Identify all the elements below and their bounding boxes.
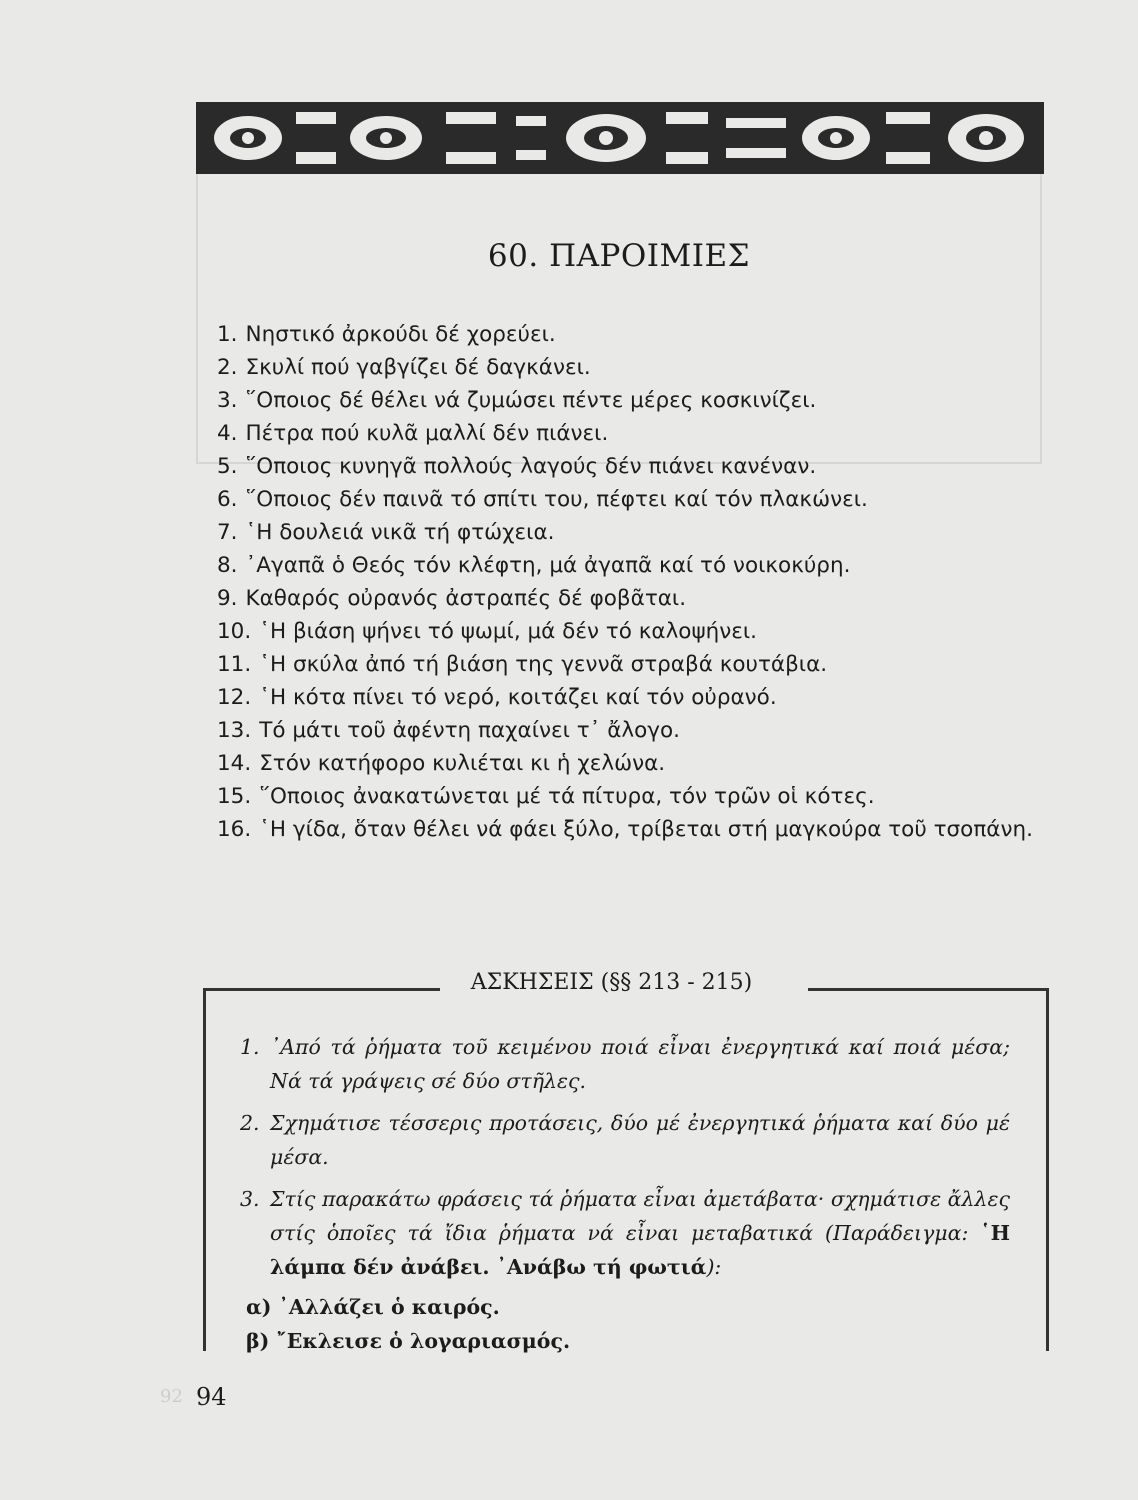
list-item: 4. Πέτρα πού κυλᾶ μαλλί δέν πιάνει. bbox=[217, 421, 609, 446]
exercise-number: 2. bbox=[240, 1111, 260, 1135]
proverb-list bbox=[217, 318, 1047, 846]
exercise-item bbox=[240, 1106, 1010, 1174]
exercises-list bbox=[240, 1030, 1010, 1292]
ghost-page-number: 92 bbox=[160, 1386, 183, 1407]
list-item: 10. ῾Η βιάση ψήνει τό ψωμί, μά δέν τό καλοψήνει. bbox=[217, 619, 758, 644]
exercise-number: 3. bbox=[240, 1187, 260, 1211]
list-item: 14. Στόν κατήφορο κυλιέται κι ἡ χελώνα. bbox=[217, 751, 666, 776]
list-item: 6. ῞Οποιος δέν παινᾶ τό σπίτι του, πέφτει καί τόν πλακώνει. bbox=[217, 487, 868, 512]
example-close: ): bbox=[706, 1255, 722, 1279]
subitem-label: β) bbox=[246, 1329, 270, 1353]
exercise-text: Σχημάτισε τέσσερις προτάσεις, δύο μέ ἐνεργητικά ῥήματα καί δύο μέ μέσα. bbox=[270, 1111, 1010, 1169]
exercise-subitems bbox=[246, 1290, 570, 1358]
list-item: 12. ῾Η κότα πίνει τό νερό, κοιτάζει καί τόν οὐρανό. bbox=[217, 685, 777, 710]
example-text: ῾Η λάμπα δέν ἀνάβει. ᾿Ανάβω τή φωτιά bbox=[270, 1221, 1010, 1279]
list-item: 2. Σκυλί πού γαβγίζει δέ δαγκάνει. bbox=[217, 355, 591, 380]
exercise-item bbox=[240, 1030, 1010, 1098]
list-item: 13. Τό μάτι τοῦ ἀφέντη παχαίνει τ᾿ ἄλογο. bbox=[217, 718, 681, 743]
greek-scroll-ornament-icon bbox=[196, 98, 1044, 178]
page-number: 94 bbox=[196, 1383, 227, 1411]
exercise-number: 1. bbox=[240, 1035, 260, 1059]
list-item: 7. ῾Η δουλειά νικᾶ τή φτώχεια. bbox=[217, 520, 555, 545]
list-item: 5. ῞Οποιος κυνηγᾶ πολλούς λαγούς δέν πιάνει κανέναν. bbox=[217, 454, 817, 479]
exercises-title: ΑΣΚΗΣΕΙΣ (§§ 213 - 215) bbox=[470, 970, 753, 995]
subitem bbox=[246, 1324, 570, 1358]
exercise-text bbox=[270, 1182, 1010, 1284]
subitem-text: ῎Εκλεισε ὁ λογαριασμός. bbox=[276, 1329, 571, 1353]
example-label: (Παράδειγμα: bbox=[825, 1221, 969, 1245]
list-item: 8. ᾿Αγαπᾶ ὁ Θεός τόν κλέφτη, μά ἀγαπᾶ καί τό νοικοκύρη. bbox=[217, 553, 851, 578]
list-item: 9. Καθαρός οὐρανός ἀστραπές δέ φοβᾶται. bbox=[217, 586, 687, 611]
subitem-label: α) bbox=[246, 1295, 272, 1319]
exercise-item bbox=[240, 1182, 1010, 1284]
list-item: 15. ῞Οποιος ἀνακατώνεται μέ τά πίτυρα, τόν τρῶν οἱ κότες. bbox=[217, 784, 875, 809]
exercise-text-body: Στίς παρακάτω φράσεις τά ῥήματα εἶναι ἀμετάβατα· σχημάτισε ἄλλες στίς ὁποῖες τά ἴδια ῥήματα νά εἶναι μεταβατικά bbox=[270, 1187, 1010, 1245]
list-item: 1. Νηστικό ἀρκούδι δέ χορεύει. bbox=[217, 322, 556, 347]
subitem-text: ᾿Αλλάζει ὁ καιρός. bbox=[278, 1295, 500, 1319]
page-title: 60. ΠΑΡΟΙΜΙΕΣ bbox=[487, 238, 751, 274]
subitem bbox=[246, 1290, 570, 1324]
list-item: 11. ῾Η σκύλα ἀπό τή βιάση της γεννᾶ στραβά κουτάβια. bbox=[217, 652, 828, 677]
list-item: 3. ῞Οποιος δέ θέλει νά ζυμώσει πέντε μέρες κοσκινίζει. bbox=[217, 388, 817, 413]
exercise-text: ᾿Από τά ῥήματα τοῦ κειμένου ποιά εἶναι ἐνεργητικά καί ποιά μέσα; Νά τά γράψεις σέ δύο στῆλες. bbox=[270, 1035, 1010, 1093]
list-item: 16. ῾Η γίδα, ὅταν θέλει νά φάει ξύλο, τρίβεται στή μαγκούρα τοῦ τσοπάνη. bbox=[217, 817, 1033, 842]
